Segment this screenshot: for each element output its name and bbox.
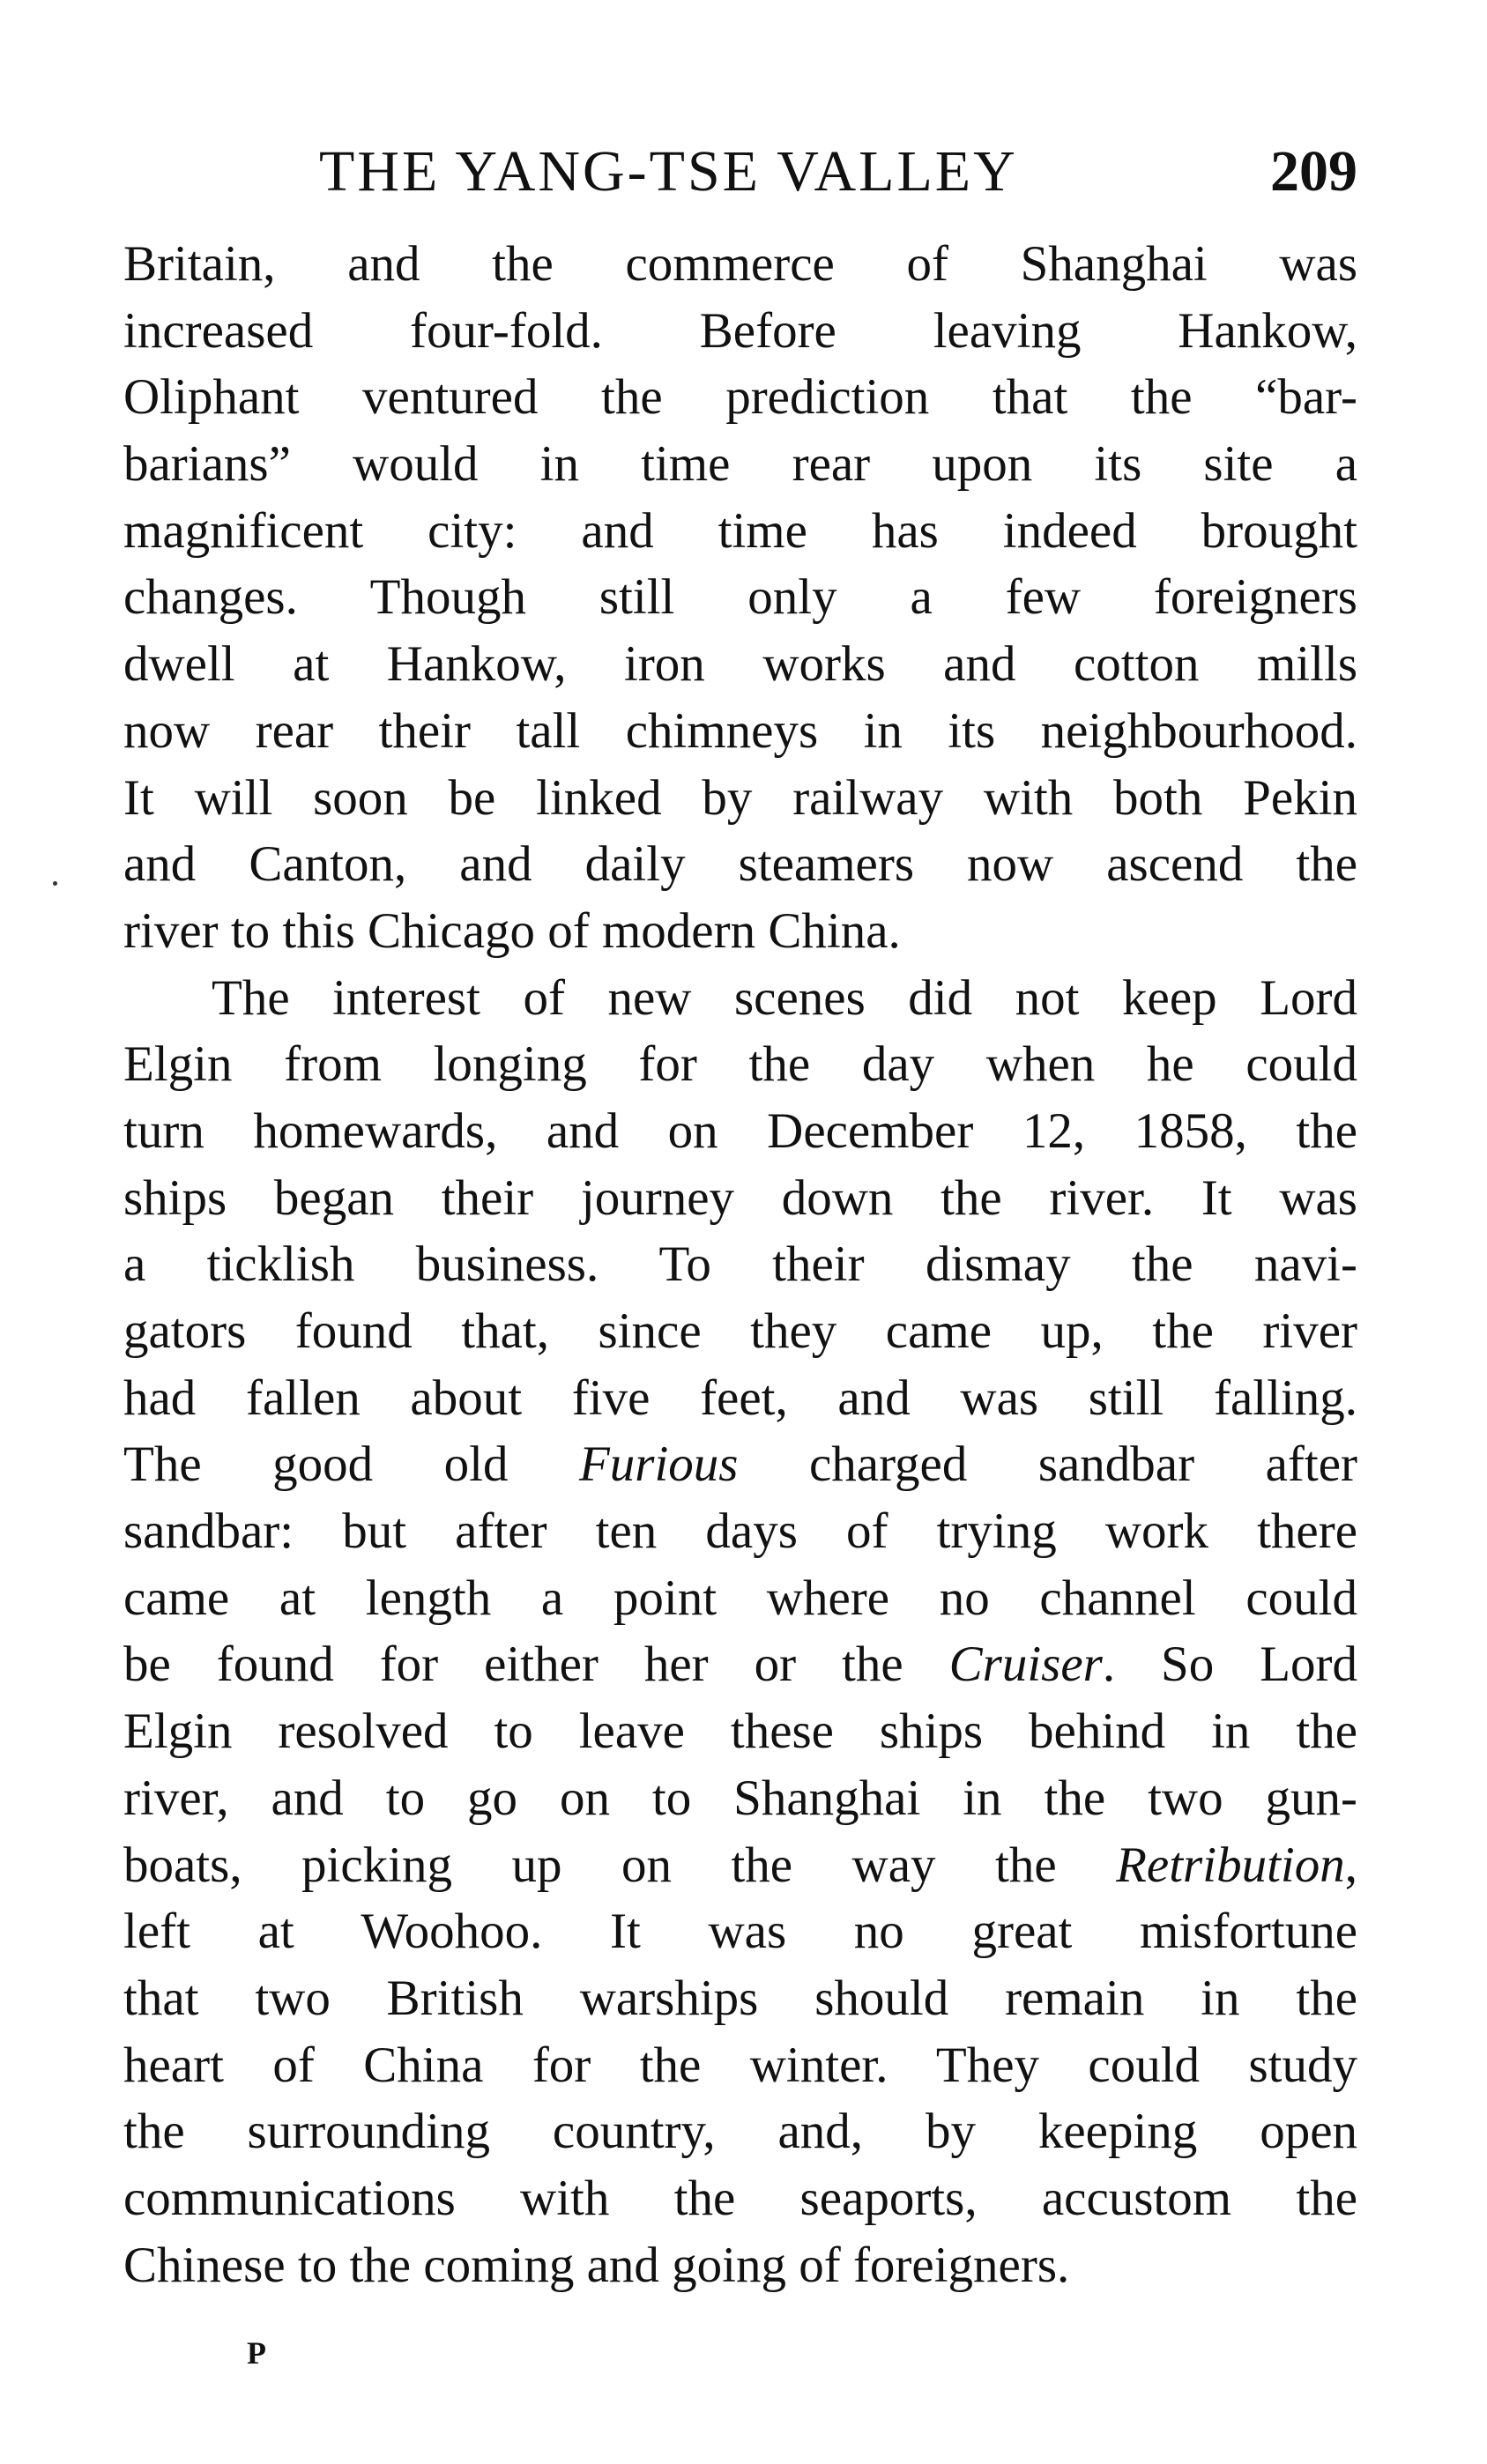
text-line: [123, 298, 1357, 365]
text-line: [123, 765, 1357, 832]
text-line: [123, 1765, 1357, 1832]
line-segment: Oliphant ventured the prediction that the “bar-: [123, 369, 1357, 426]
text-line: [123, 2232, 1357, 2299]
text-line: [123, 2165, 1357, 2232]
line-segment: Britain, and the commerce of Shanghai was: [123, 236, 1357, 292]
text-line: [123, 1431, 1357, 1498]
line-segment: and Canton, and daily steamers now ascend the: [123, 836, 1357, 893]
text-line: [123, 1565, 1357, 1632]
line-segment: increased four-fold. Before leaving Hankow,: [123, 302, 1357, 359]
text-line: [123, 564, 1357, 631]
line-segment: the surrounding country, and, by keeping open: [123, 2104, 1357, 2160]
line-segment: Elgin resolved to leave these ships behind in the: [123, 1703, 1357, 1760]
text-line: [123, 1498, 1357, 1565]
line-segment: communications with the seaports, accustom the: [123, 2170, 1357, 2226]
text-line: [123, 965, 1357, 1032]
line-segment: Chinese to the coming and going of foreigners.: [123, 2237, 1070, 2293]
line-segment: that two British warships should remain in the: [123, 1970, 1357, 2026]
line-segment: heart of China for the winter. They could study: [123, 2037, 1357, 2093]
line-segment: . So Lord: [1102, 1636, 1357, 1693]
text-line: [123, 1098, 1357, 1165]
text-line: [123, 1231, 1357, 1298]
text-line: [123, 2098, 1357, 2165]
line-segment: The interest of new scenes did not keep Lord: [212, 969, 1357, 1026]
text-line: [123, 1631, 1357, 1698]
line-segment: a ticklish business. To their dismay the navi-: [123, 1236, 1357, 1293]
italic-ship-name: Cruiser: [948, 1636, 1103, 1693]
text-line: [123, 498, 1357, 565]
text-line: [123, 431, 1357, 498]
line-segment: left at Woohoo. It was no great misfortune: [123, 1904, 1357, 1960]
line-segment: The good old: [123, 1436, 579, 1493]
line-segment: river, and to go on to Shanghai in the two gun-: [123, 1770, 1357, 1826]
text-line: [123, 1365, 1357, 1432]
signature-mark: P: [247, 2335, 266, 2371]
text-line: [123, 831, 1357, 898]
text-line: [123, 1832, 1357, 1899]
running-head: [123, 123, 1357, 220]
text-line: [123, 898, 1357, 965]
text-line: [123, 2032, 1357, 2099]
line-segment: changes. Though still only a few foreigners: [123, 569, 1357, 626]
line-segment: river to this Chicago of modern China.: [123, 902, 901, 959]
line-segment: barians” would in time rear upon its site a: [123, 436, 1357, 493]
running-title: THE YANG-TSE VALLEY: [319, 139, 1018, 204]
text-line: [123, 1698, 1357, 1765]
line-segment: Elgin from longing for the day when he could: [123, 1036, 1357, 1093]
line-segment: be found for either her or the: [123, 1636, 949, 1693]
line-segment: turn homewards, and on December 12, 1858, the: [123, 1102, 1357, 1159]
line-segment: gators found that, since they came up, the river: [123, 1303, 1357, 1359]
margin-speck: [53, 881, 57, 886]
text-line: [123, 1298, 1357, 1365]
body-text: [123, 231, 1357, 2298]
line-segment: came at length a point where no channel could: [123, 1570, 1357, 1626]
line-segment: ,: [1344, 1837, 1357, 1893]
line-segment: boats, picking up on the way the: [123, 1837, 1117, 1893]
line-segment: dwell at Hankow, iron works and cotton mills: [123, 636, 1357, 693]
italic-ship-name: Furious: [578, 1436, 739, 1493]
line-segment: charged sandbar after: [738, 1436, 1357, 1493]
line-segment: magnificent city: and time has indeed brought: [123, 502, 1357, 559]
line-segment: ships began their journey down the river. It was: [123, 1169, 1357, 1226]
text-line: [123, 1898, 1357, 1965]
text-line: [123, 631, 1357, 698]
line-segment: now rear their tall chimneys in its neighbourhood.: [123, 702, 1357, 759]
italic-ship-name: Retribution: [1116, 1837, 1345, 1893]
text-line: [123, 1031, 1357, 1098]
page-number: 209: [1270, 139, 1357, 204]
text-line: [123, 231, 1357, 298]
text-line: [123, 364, 1357, 431]
text-line: [123, 698, 1357, 765]
line-segment: sandbar: but after ten days of trying work there: [123, 1503, 1357, 1560]
text-line: [123, 1165, 1357, 1232]
text-line: [123, 1965, 1357, 2032]
line-segment: It will soon be linked by railway with both Pekin: [123, 769, 1357, 826]
line-segment: had fallen about five feet, and was still falling.: [123, 1369, 1357, 1426]
